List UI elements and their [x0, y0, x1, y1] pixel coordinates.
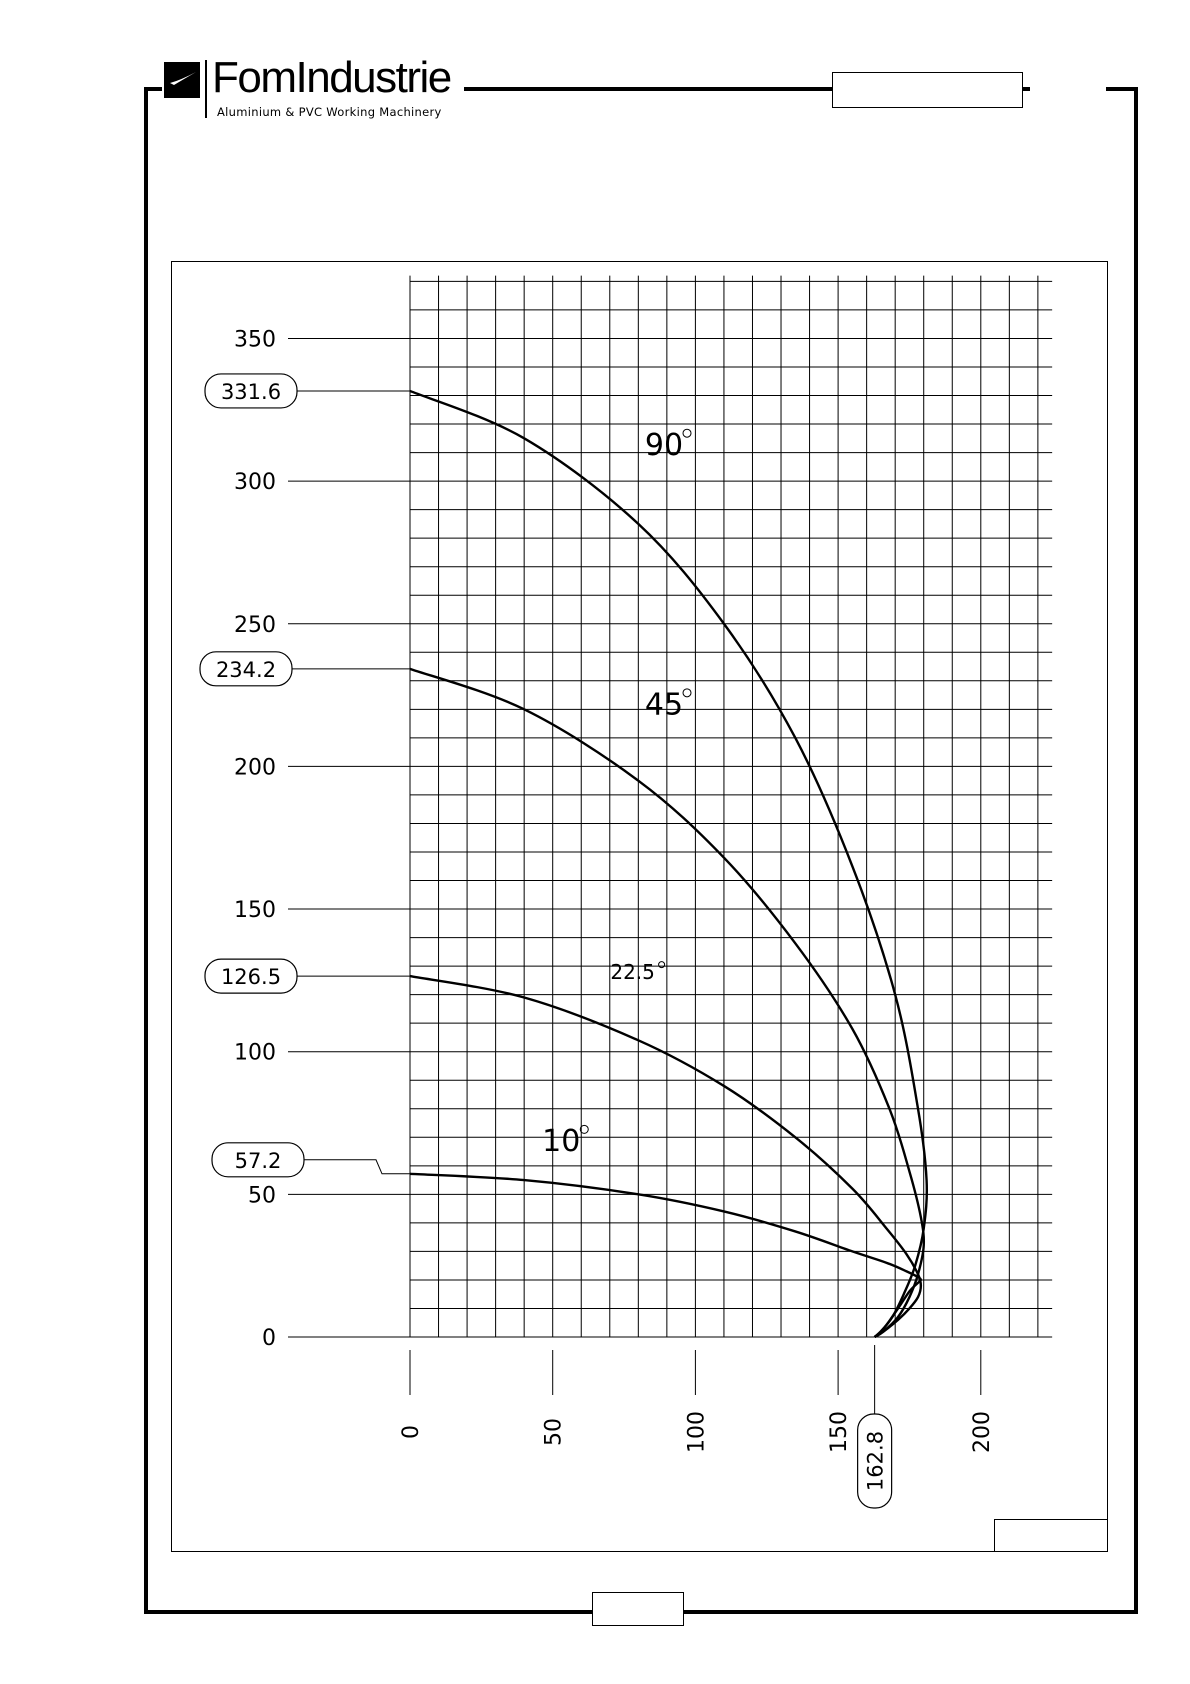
- y-callout-label: 331.6: [220, 379, 282, 404]
- series-curve: [410, 976, 921, 1337]
- x-callout-label: 162.8: [863, 1430, 888, 1492]
- series-label: 10: [542, 1123, 581, 1159]
- chart-series: [410, 391, 927, 1337]
- y-tick-label: 350: [234, 327, 276, 353]
- x-tick-label: 200: [969, 1411, 995, 1453]
- y-tick-label: 100: [234, 1040, 276, 1066]
- chart-labels: [200, 374, 892, 1508]
- degree-symbol-icon: [659, 962, 665, 968]
- brand-tagline: Aluminium & PVC Working Machinery: [217, 105, 442, 119]
- y-callout-label: 57.2: [234, 1148, 282, 1173]
- chart-axes: [234, 327, 995, 1453]
- series-curve: [410, 1174, 921, 1337]
- degree-symbol-icon: [683, 689, 691, 697]
- brand-name: FomIndustrie: [212, 53, 451, 102]
- y-tick-label: 200: [234, 755, 276, 781]
- y-tick-label: 150: [234, 898, 276, 924]
- y-tick-label: 300: [234, 470, 276, 496]
- x-tick-label: 0: [399, 1425, 424, 1439]
- y-callout-leader: [304, 1160, 410, 1174]
- y-callout-label: 234.2: [215, 657, 277, 682]
- x-tick-label: 50: [541, 1418, 567, 1446]
- x-tick-label: 100: [684, 1411, 710, 1453]
- y-callout-label: 126.5: [220, 965, 282, 990]
- y-tick-label: 50: [248, 1183, 276, 1209]
- series-label: 22.5: [610, 960, 655, 985]
- series-label: 45: [644, 687, 684, 723]
- series-label: 90: [644, 427, 684, 463]
- y-tick-label: 250: [234, 612, 276, 638]
- y-tick-label: 0: [262, 1326, 276, 1351]
- series-curve: [410, 391, 927, 1337]
- x-tick-label: 150: [827, 1411, 853, 1453]
- degree-symbol-icon: [683, 429, 691, 437]
